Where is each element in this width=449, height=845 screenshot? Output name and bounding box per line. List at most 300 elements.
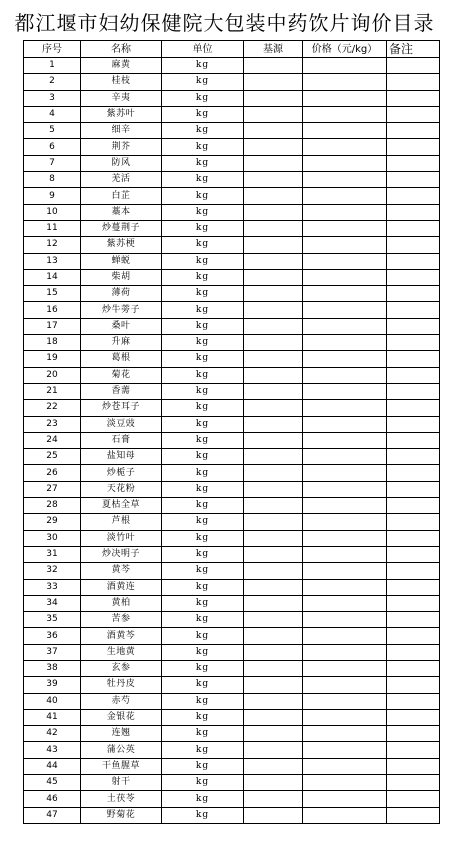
table-row — [24, 58, 440, 74]
cell-medicine-name: 黄柏 — [81, 595, 162, 611]
cell-remark — [387, 335, 440, 351]
table-row — [24, 514, 440, 530]
header-price: 价格（元/kg） — [303, 41, 387, 58]
cell-medicine-name: 紫苏叶 — [81, 106, 162, 122]
cell-unit: kg — [162, 204, 244, 220]
cell-unit: kg — [162, 172, 244, 188]
cell-medicine-name: 野菊花 — [81, 807, 162, 823]
cell-price — [303, 514, 387, 530]
cell-price — [303, 498, 387, 514]
cell-unit: kg — [162, 465, 244, 481]
cell-price — [303, 204, 387, 220]
cell-origin — [244, 90, 303, 106]
cell-medicine-name: 炒牛蒡子 — [81, 302, 162, 318]
cell-medicine-name: 炒决明子 — [81, 546, 162, 562]
cell-unit: kg — [162, 286, 244, 302]
cell-unit: kg — [162, 579, 244, 595]
cell-origin — [244, 74, 303, 90]
table-row — [24, 563, 440, 579]
cell-price — [303, 775, 387, 791]
table-body — [24, 58, 440, 824]
cell-index: 20 — [24, 367, 81, 383]
cell-unit: kg — [162, 709, 244, 725]
cell-origin — [244, 302, 303, 318]
cell-medicine-name: 酒黄连 — [81, 579, 162, 595]
cell-unit: kg — [162, 318, 244, 334]
cell-price — [303, 123, 387, 139]
cell-remark — [387, 432, 440, 448]
table-row — [24, 677, 440, 693]
cell-index: 40 — [24, 693, 81, 709]
cell-origin — [244, 139, 303, 155]
cell-unit: kg — [162, 530, 244, 546]
cell-unit: kg — [162, 432, 244, 448]
cell-price — [303, 807, 387, 823]
cell-origin — [244, 612, 303, 628]
cell-origin — [244, 514, 303, 530]
cell-price — [303, 74, 387, 90]
table-row — [24, 693, 440, 709]
cell-price — [303, 106, 387, 122]
cell-price — [303, 612, 387, 628]
cell-price — [303, 758, 387, 774]
cell-origin — [244, 546, 303, 562]
cell-medicine-name: 菊花 — [81, 367, 162, 383]
cell-unit: kg — [162, 758, 244, 774]
cell-index: 27 — [24, 481, 81, 497]
cell-medicine-name: 盐知母 — [81, 449, 162, 465]
cell-medicine-name: 柴胡 — [81, 269, 162, 285]
cell-price — [303, 335, 387, 351]
cell-remark — [387, 220, 440, 236]
cell-price — [303, 188, 387, 204]
cell-remark — [387, 106, 440, 122]
table-row — [24, 449, 440, 465]
cell-unit: kg — [162, 644, 244, 660]
cell-index: 21 — [24, 383, 81, 399]
cell-unit: kg — [162, 74, 244, 90]
cell-price — [303, 726, 387, 742]
cell-price — [303, 383, 387, 399]
table-row — [24, 253, 440, 269]
cell-remark — [387, 530, 440, 546]
table-row — [24, 220, 440, 236]
cell-remark — [387, 775, 440, 791]
cell-unit: kg — [162, 220, 244, 236]
cell-medicine-name: 蝉蜕 — [81, 253, 162, 269]
table-row — [24, 74, 440, 90]
cell-price — [303, 367, 387, 383]
table-row — [24, 791, 440, 807]
cell-unit: kg — [162, 563, 244, 579]
cell-origin — [244, 709, 303, 725]
cell-remark — [387, 188, 440, 204]
cell-remark — [387, 351, 440, 367]
cell-price — [303, 400, 387, 416]
cell-remark — [387, 709, 440, 725]
cell-medicine-name: 炒栀子 — [81, 465, 162, 481]
cell-index: 5 — [24, 123, 81, 139]
cell-index: 46 — [24, 791, 81, 807]
cell-remark — [387, 383, 440, 399]
cell-medicine-name: 蒲公英 — [81, 742, 162, 758]
table-row — [24, 302, 440, 318]
header-origin: 基源 — [244, 41, 303, 58]
table-row — [24, 595, 440, 611]
cell-remark — [387, 758, 440, 774]
cell-index: 3 — [24, 90, 81, 106]
cell-medicine-name: 辛夷 — [81, 90, 162, 106]
cell-medicine-name: 细辛 — [81, 123, 162, 139]
cell-index: 38 — [24, 660, 81, 676]
cell-unit: kg — [162, 546, 244, 562]
cell-index: 41 — [24, 709, 81, 725]
table-row — [24, 172, 440, 188]
cell-index: 23 — [24, 416, 81, 432]
cell-remark — [387, 74, 440, 90]
cell-medicine-name: 土茯苓 — [81, 791, 162, 807]
cell-origin — [244, 400, 303, 416]
cell-medicine-name: 淡竹叶 — [81, 530, 162, 546]
table-row — [24, 123, 440, 139]
cell-price — [303, 139, 387, 155]
cell-index: 19 — [24, 351, 81, 367]
cell-index: 2 — [24, 74, 81, 90]
cell-unit: kg — [162, 351, 244, 367]
cell-unit: kg — [162, 90, 244, 106]
cell-index: 25 — [24, 449, 81, 465]
cell-remark — [387, 514, 440, 530]
cell-unit: kg — [162, 791, 244, 807]
cell-origin — [244, 155, 303, 171]
cell-price — [303, 318, 387, 334]
cell-origin — [244, 351, 303, 367]
cell-origin — [244, 253, 303, 269]
table-row — [24, 139, 440, 155]
table-row — [24, 742, 440, 758]
cell-origin — [244, 530, 303, 546]
cell-price — [303, 677, 387, 693]
cell-remark — [387, 58, 440, 74]
cell-price — [303, 465, 387, 481]
cell-medicine-name: 干鱼腥草 — [81, 758, 162, 774]
cell-origin — [244, 367, 303, 383]
cell-origin — [244, 204, 303, 220]
cell-remark — [387, 644, 440, 660]
cell-origin — [244, 106, 303, 122]
table-row — [24, 498, 440, 514]
cell-remark — [387, 172, 440, 188]
cell-origin — [244, 579, 303, 595]
cell-index: 12 — [24, 237, 81, 253]
cell-medicine-name: 葛根 — [81, 351, 162, 367]
cell-remark — [387, 367, 440, 383]
cell-price — [303, 253, 387, 269]
cell-price — [303, 709, 387, 725]
cell-medicine-name: 黄芩 — [81, 563, 162, 579]
table-row — [24, 335, 440, 351]
cell-unit: kg — [162, 302, 244, 318]
cell-remark — [387, 302, 440, 318]
cell-origin — [244, 416, 303, 432]
cell-remark — [387, 791, 440, 807]
cell-price — [303, 563, 387, 579]
cell-price — [303, 416, 387, 432]
cell-origin — [244, 449, 303, 465]
table-row — [24, 775, 440, 791]
table-row — [24, 155, 440, 171]
cell-index: 7 — [24, 155, 81, 171]
cell-unit: kg — [162, 449, 244, 465]
cell-index: 31 — [24, 546, 81, 562]
cell-index: 18 — [24, 335, 81, 351]
cell-origin — [244, 775, 303, 791]
cell-price — [303, 481, 387, 497]
table-row — [24, 758, 440, 774]
cell-origin — [244, 660, 303, 676]
table-row — [24, 546, 440, 562]
cell-remark — [387, 123, 440, 139]
cell-medicine-name: 金银花 — [81, 709, 162, 725]
cell-price — [303, 595, 387, 611]
cell-origin — [244, 563, 303, 579]
cell-remark — [387, 742, 440, 758]
cell-origin — [244, 693, 303, 709]
cell-origin — [244, 286, 303, 302]
cell-remark — [387, 155, 440, 171]
cell-remark — [387, 286, 440, 302]
cell-medicine-name: 生地黄 — [81, 644, 162, 660]
table-row — [24, 90, 440, 106]
cell-remark — [387, 204, 440, 220]
cell-price — [303, 628, 387, 644]
cell-remark — [387, 416, 440, 432]
cell-index: 29 — [24, 514, 81, 530]
cell-medicine-name: 桂枝 — [81, 74, 162, 90]
cell-price — [303, 90, 387, 106]
cell-medicine-name: 炒蔓荆子 — [81, 220, 162, 236]
cell-remark — [387, 465, 440, 481]
cell-origin — [244, 123, 303, 139]
cell-origin — [244, 498, 303, 514]
cell-price — [303, 660, 387, 676]
cell-index: 39 — [24, 677, 81, 693]
cell-price — [303, 791, 387, 807]
document-title: 都江堰市妇幼保健院大包装中药饮片询价目录 — [14, 11, 435, 35]
cell-unit: kg — [162, 775, 244, 791]
cell-remark — [387, 139, 440, 155]
cell-price — [303, 530, 387, 546]
cell-medicine-name: 石膏 — [81, 432, 162, 448]
cell-origin — [244, 220, 303, 236]
cell-index: 14 — [24, 269, 81, 285]
cell-unit: kg — [162, 807, 244, 823]
cell-index: 16 — [24, 302, 81, 318]
table-row — [24, 432, 440, 448]
table-row — [24, 416, 440, 432]
cell-unit: kg — [162, 367, 244, 383]
cell-origin — [244, 481, 303, 497]
cell-remark — [387, 595, 440, 611]
cell-index: 24 — [24, 432, 81, 448]
cell-medicine-name: 防风 — [81, 155, 162, 171]
cell-index: 1 — [24, 58, 81, 74]
cell-medicine-name: 白芷 — [81, 188, 162, 204]
cell-index: 30 — [24, 530, 81, 546]
cell-remark — [387, 628, 440, 644]
cell-remark — [387, 660, 440, 676]
cell-index: 32 — [24, 563, 81, 579]
cell-unit: kg — [162, 693, 244, 709]
header-remark: 备注 — [387, 41, 440, 58]
cell-medicine-name: 升麻 — [81, 335, 162, 351]
cell-unit: kg — [162, 58, 244, 74]
cell-medicine-name: 天花粉 — [81, 481, 162, 497]
cell-remark — [387, 449, 440, 465]
table-row — [24, 579, 440, 595]
header-unit: 单位 — [162, 41, 244, 58]
table-header — [24, 41, 440, 58]
cell-price — [303, 351, 387, 367]
cell-origin — [244, 465, 303, 481]
cell-unit: kg — [162, 660, 244, 676]
cell-remark — [387, 481, 440, 497]
cell-unit: kg — [162, 335, 244, 351]
table-row — [24, 383, 440, 399]
cell-remark — [387, 90, 440, 106]
cell-medicine-name: 射干 — [81, 775, 162, 791]
cell-unit: kg — [162, 237, 244, 253]
cell-price — [303, 432, 387, 448]
cell-index: 42 — [24, 726, 81, 742]
cell-price — [303, 58, 387, 74]
cell-price — [303, 579, 387, 595]
table-row — [24, 726, 440, 742]
cell-index: 6 — [24, 139, 81, 155]
table-row — [24, 106, 440, 122]
cell-index: 45 — [24, 775, 81, 791]
table-row — [24, 807, 440, 823]
cell-unit: kg — [162, 155, 244, 171]
cell-price — [303, 693, 387, 709]
cell-medicine-name: 牡丹皮 — [81, 677, 162, 693]
cell-origin — [244, 318, 303, 334]
cell-unit: kg — [162, 253, 244, 269]
cell-medicine-name: 玄参 — [81, 660, 162, 676]
cell-medicine-name: 桑叶 — [81, 318, 162, 334]
cell-origin — [244, 807, 303, 823]
cell-price — [303, 546, 387, 562]
cell-remark — [387, 237, 440, 253]
table-row — [24, 465, 440, 481]
cell-remark — [387, 726, 440, 742]
cell-remark — [387, 612, 440, 628]
cell-index: 17 — [24, 318, 81, 334]
cell-origin — [244, 269, 303, 285]
cell-origin — [244, 758, 303, 774]
cell-price — [303, 742, 387, 758]
cell-medicine-name: 苦参 — [81, 612, 162, 628]
table-row — [24, 286, 440, 302]
cell-medicine-name: 藁本 — [81, 204, 162, 220]
cell-medicine-name: 薄荷 — [81, 286, 162, 302]
cell-index: 13 — [24, 253, 81, 269]
cell-price — [303, 237, 387, 253]
cell-unit: kg — [162, 383, 244, 399]
cell-remark — [387, 807, 440, 823]
cell-index: 4 — [24, 106, 81, 122]
cell-unit: kg — [162, 106, 244, 122]
cell-origin — [244, 335, 303, 351]
cell-origin — [244, 172, 303, 188]
cell-price — [303, 155, 387, 171]
cell-index: 26 — [24, 465, 81, 481]
cell-unit: kg — [162, 514, 244, 530]
cell-medicine-name: 夏枯全草 — [81, 498, 162, 514]
table-row — [24, 269, 440, 285]
cell-index: 44 — [24, 758, 81, 774]
table-row — [24, 481, 440, 497]
cell-remark — [387, 677, 440, 693]
table-row — [24, 644, 440, 660]
table-row — [24, 237, 440, 253]
cell-unit: kg — [162, 481, 244, 497]
cell-unit: kg — [162, 498, 244, 514]
cell-index: 9 — [24, 188, 81, 204]
cell-unit: kg — [162, 677, 244, 693]
cell-index: 8 — [24, 172, 81, 188]
cell-unit: kg — [162, 628, 244, 644]
table-row — [24, 351, 440, 367]
header-index: 序号 — [24, 41, 81, 58]
cell-medicine-name: 炒苍耳子 — [81, 400, 162, 416]
cell-origin — [244, 58, 303, 74]
cell-origin — [244, 628, 303, 644]
cell-index: 36 — [24, 628, 81, 644]
cell-index: 34 — [24, 595, 81, 611]
cell-origin — [244, 791, 303, 807]
cell-remark — [387, 546, 440, 562]
cell-remark — [387, 693, 440, 709]
cell-unit: kg — [162, 595, 244, 611]
cell-origin — [244, 677, 303, 693]
cell-index: 10 — [24, 204, 81, 220]
table-row — [24, 318, 440, 334]
cell-origin — [244, 644, 303, 660]
cell-origin — [244, 726, 303, 742]
cell-origin — [244, 432, 303, 448]
table-row — [24, 612, 440, 628]
cell-unit: kg — [162, 400, 244, 416]
cell-unit: kg — [162, 139, 244, 155]
cell-unit: kg — [162, 269, 244, 285]
table-row — [24, 400, 440, 416]
cell-index: 35 — [24, 612, 81, 628]
table-row — [24, 530, 440, 546]
cell-origin — [244, 188, 303, 204]
cell-medicine-name: 赤芍 — [81, 693, 162, 709]
cell-unit: kg — [162, 726, 244, 742]
cell-remark — [387, 563, 440, 579]
price-inquiry-table — [23, 40, 440, 824]
cell-price — [303, 269, 387, 285]
cell-unit: kg — [162, 123, 244, 139]
cell-unit: kg — [162, 188, 244, 204]
table-row — [24, 660, 440, 676]
header-row — [24, 41, 440, 58]
cell-price — [303, 286, 387, 302]
cell-index: 43 — [24, 742, 81, 758]
